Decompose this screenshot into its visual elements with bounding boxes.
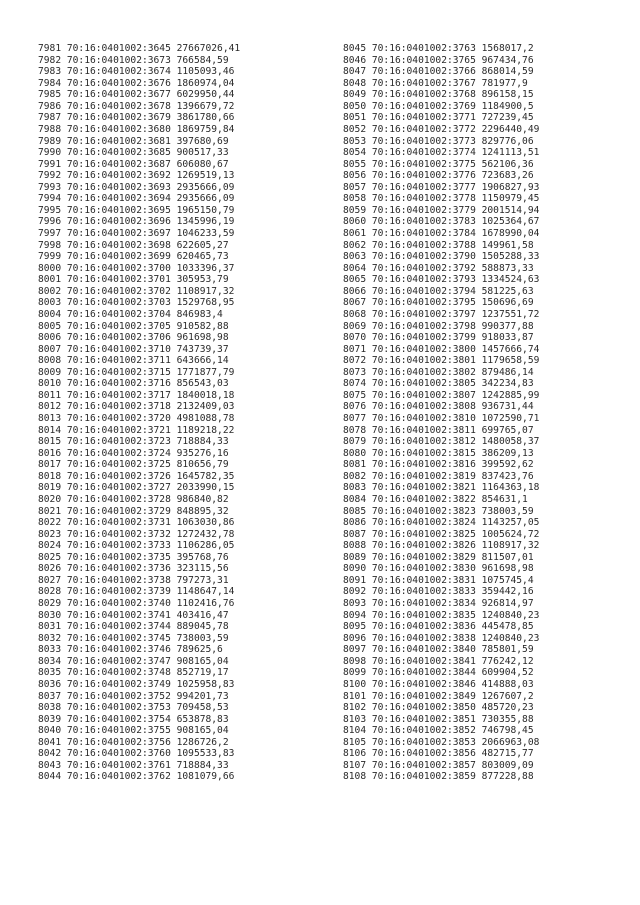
table-row: 8093 70:16:0401002:3834 926814,97	[343, 598, 534, 609]
table-row: 8088 70:16:0401002:3826 1108917,32	[343, 540, 540, 552]
table-row: 8060 70:16:0401002:3783 1025364,67	[343, 216, 540, 228]
table-row: 7990 70:16:0401002:3685 900517,33	[38, 147, 229, 159]
table-row: 8014 70:16:0401002:3721 1189218,22	[38, 424, 235, 436]
table-row: 8005 70:16:0401002:3705 910582,88	[38, 320, 229, 332]
table-row: 8039 70:16:0401002:3754 653878,83	[38, 713, 229, 725]
table-row: 8048 70:16:0401002:3767 781977,9	[343, 77, 528, 89]
table-row: 8026 70:16:0401002:3736 323115,56	[38, 563, 229, 575]
table-row: 8063 70:16:0401002:3790 1505288,33	[343, 251, 540, 263]
table-row: 7993 70:16:0401002:3693 2935666,09	[38, 181, 235, 193]
table-row: 8076 70:16:0401002:3808 936731,44	[343, 401, 534, 413]
table-row: 8034 70:16:0401002:3747 908165,04	[38, 655, 229, 667]
table-row: 8091 70:16:0401002:3831 1075745,4	[343, 574, 534, 586]
table-row: 8099 70:16:0401002:3844 609904,52	[343, 667, 534, 679]
table-row: 8064 70:16:0401002:3792 588873,33	[343, 262, 534, 274]
table-row: 8062 70:16:0401002:3788 149961,58	[343, 239, 534, 251]
table-row: 8089 70:16:0401002:3829 811507,01	[343, 551, 534, 563]
table-row: 8106 70:16:0401002:3856 482715,77	[343, 748, 534, 760]
table-row: 8067 70:16:0401002:3795 150696,69	[343, 297, 534, 309]
left-column	[38, 43, 240, 783]
table-row: 8007 70:16:0401002:3710 743739,37	[38, 343, 229, 355]
table-row: 7992 70:16:0401002:3692 1269519,13	[38, 170, 235, 182]
table-row: 8009 70:16:0401002:3715 1771877,79	[38, 366, 235, 378]
table-row: 7989 70:16:0401002:3681 397680,69	[38, 135, 229, 147]
table-row: 8020 70:16:0401002:3728 986840,82	[38, 493, 229, 505]
table-row: 8037 70:16:0401002:3752 994201,73	[38, 690, 229, 702]
table-row: 7983 70:16:0401002:3674 1105093,46	[38, 66, 235, 78]
table-row: 7984 70:16:0401002:3676 1860974,04	[38, 77, 235, 89]
table-row: 7998 70:16:0401002:3698 622605,27	[38, 239, 229, 251]
table-row: 8038 70:16:0401002:3753 709458,53	[38, 702, 229, 714]
table-row: 8000 70:16:0401002:3700 1033396,37	[38, 262, 235, 274]
table-row: 8031 70:16:0401002:3744 889045,78	[38, 621, 229, 633]
table-row: 8082 70:16:0401002:3819 837423,76	[343, 470, 534, 482]
table-row: 8036 70:16:0401002:3749 1025958,83	[38, 678, 235, 690]
table-row: 8092 70:16:0401002:3833 359442,16	[343, 586, 534, 598]
table-row: 7996 70:16:0401002:3696 1345996,19	[38, 216, 235, 228]
table-row: 8069 70:16:0401002:3798 990377,88	[343, 320, 534, 332]
table-row: 8042 70:16:0401002:3760 1095533,83	[38, 748, 235, 760]
table-row: 8090 70:16:0401002:3830 961698,98	[343, 563, 534, 575]
table-row: 8027 70:16:0401002:3738 797273,31	[38, 574, 229, 586]
table-row: 8107 70:16:0401002:3857 803009,09	[343, 759, 534, 771]
table-row: 8010 70:16:0401002:3716 856543,03	[38, 378, 229, 390]
table-row: 8049 70:16:0401002:3768 896158,15	[343, 89, 534, 101]
table-row: 8079 70:16:0401002:3812 1480058,37	[343, 436, 540, 448]
table-row: 8108 70:16:0401002:3859 877228,88	[343, 771, 534, 783]
table-row: 7999 70:16:0401002:3699 620465,73	[38, 251, 229, 263]
table-row: 8080 70:16:0401002:3815 386209,13	[343, 447, 534, 459]
table-row: 8057 70:16:0401002:3777 1906827,93	[343, 181, 540, 193]
table-row: 8105 70:16:0401002:3853 2066963,08	[343, 736, 540, 748]
table-row: 8066 70:16:0401002:3794 581225,63	[343, 285, 534, 297]
table-row: 8061 70:16:0401002:3784 1678990,04	[343, 228, 540, 239]
table-row: 8059 70:16:0401002:3779 2001514,94	[343, 204, 540, 216]
table-row: 8071 70:16:0401002:3800 1457666,74	[343, 343, 540, 355]
right-column	[343, 43, 539, 783]
table-row: 8018 70:16:0401002:3726 1645782,35	[38, 470, 235, 482]
table-row: 8056 70:16:0401002:3776 723683,26	[343, 170, 534, 182]
table-row: 8087 70:16:0401002:3825 1005624,72	[343, 528, 540, 540]
table-row: 7981 70:16:0401002:3645 27667026,41	[38, 43, 241, 54]
table-row: 8065 70:16:0401002:3793 1334524,63	[343, 274, 540, 286]
table-row: 8078 70:16:0401002:3811 699765,07	[343, 424, 534, 436]
table-row: 7991 70:16:0401002:3687 606080,67	[38, 158, 229, 170]
table-row: 8019 70:16:0401002:3727 2033990,15	[38, 482, 235, 494]
table-row: 8023 70:16:0401002:3732 1272432,78	[38, 528, 235, 540]
table-row: 8045 70:16:0401002:3763 1568017,2	[343, 43, 534, 54]
table-row: 8028 70:16:0401002:3739 1148647,14	[38, 586, 235, 598]
table-row: 7982 70:16:0401002:3673 766584,59	[38, 54, 229, 66]
table-row: 8001 70:16:0401002:3701 305953,79	[38, 274, 229, 286]
table-row: 7988 70:16:0401002:3680 1869759,84	[38, 123, 235, 135]
table-row: 8053 70:16:0401002:3773 829776,06	[343, 135, 534, 147]
table-row: 8075 70:16:0401002:3807 1242885,99	[343, 389, 540, 401]
table-row: 8050 70:16:0401002:3769 1184900,5	[343, 100, 534, 112]
table-row: 8040 70:16:0401002:3755 908165,04	[38, 725, 229, 737]
table-row: 8043 70:16:0401002:3761 718884,33	[38, 759, 229, 771]
table-row: 8104 70:16:0401002:3852 746798,45	[343, 725, 534, 737]
table-row: 8022 70:16:0401002:3731 1063030,86	[38, 517, 235, 529]
table-row: 8102 70:16:0401002:3850 485720,23	[343, 702, 534, 714]
table-row: 8085 70:16:0401002:3823 738003,59	[343, 505, 534, 517]
table-row: 8030 70:16:0401002:3741 403416,47	[38, 609, 229, 621]
table-row: 8033 70:16:0401002:3746 789625,6	[38, 644, 223, 656]
table-row: 8041 70:16:0401002:3756 1286726,2	[38, 736, 229, 748]
table-row: 8101 70:16:0401002:3849 1267607,2	[343, 690, 534, 702]
table-row: 8077 70:16:0401002:3810 1072590,71	[343, 413, 540, 424]
table-row: 8032 70:16:0401002:3745 738003,59	[38, 632, 229, 644]
table-row: 8096 70:16:0401002:3838 1240840,23	[343, 632, 540, 644]
table-row: 8024 70:16:0401002:3733 1106286,05	[38, 540, 235, 552]
table-row: 8017 70:16:0401002:3725 810656,79	[38, 459, 229, 471]
table-row: 8081 70:16:0401002:3816 399592,62	[343, 459, 534, 471]
table-row: 8011 70:16:0401002:3717 1840018,18	[38, 389, 235, 401]
table-row: 8004 70:16:0401002:3704 846983,4	[38, 308, 223, 320]
table-row: 8055 70:16:0401002:3775 562106,36	[343, 158, 534, 170]
table-row: 8025 70:16:0401002:3735 395768,76	[38, 551, 229, 563]
table-row: 8068 70:16:0401002:3797 1237551,72	[343, 308, 540, 320]
table-row: 8095 70:16:0401002:3836 445478,85	[343, 621, 534, 633]
table-row: 7985 70:16:0401002:3677 6029950,44	[38, 89, 235, 101]
table-row: 8052 70:16:0401002:3772 2296440,49	[343, 123, 540, 135]
table-row: 8054 70:16:0401002:3774 1241113,51	[343, 147, 540, 159]
table-row: 8046 70:16:0401002:3765 967434,76	[343, 54, 534, 66]
table-row: 8084 70:16:0401002:3822 854631,1	[343, 493, 528, 505]
table-row: 8074 70:16:0401002:3805 342234,83	[343, 378, 534, 390]
table-row: 8002 70:16:0401002:3702 1108917,32	[38, 285, 235, 297]
table-row: 8044 70:16:0401002:3762 1081079,66	[38, 771, 235, 783]
table-row: 7995 70:16:0401002:3695 1965150,79	[38, 204, 235, 216]
table-row: 7994 70:16:0401002:3694 2935666,09	[38, 193, 235, 205]
table-row: 8006 70:16:0401002:3706 961698,98	[38, 332, 229, 344]
table-row: 8029 70:16:0401002:3740 1102416,76	[38, 598, 235, 609]
table-row: 8086 70:16:0401002:3824 1143257,05	[343, 517, 540, 529]
table-row: 8083 70:16:0401002:3821 1164363,18	[343, 482, 540, 494]
table-row: 8008 70:16:0401002:3711 643666,14	[38, 355, 229, 367]
table-row: 8058 70:16:0401002:3778 1150979,45	[343, 193, 540, 205]
table-row: 8097 70:16:0401002:3840 785801,59	[343, 644, 534, 656]
table-row: 8003 70:16:0401002:3703 1529768,95	[38, 297, 235, 309]
table-row: 7986 70:16:0401002:3678 1396679,72	[38, 100, 235, 112]
table-row: 8016 70:16:0401002:3724 935276,16	[38, 447, 229, 459]
table-row: 8098 70:16:0401002:3841 776242,12	[343, 655, 534, 667]
table-row: 8013 70:16:0401002:3720 4981088,78	[38, 413, 235, 424]
table-row: 8012 70:16:0401002:3718 2132409,03	[38, 401, 235, 413]
table-row: 8047 70:16:0401002:3766 868014,59	[343, 66, 534, 78]
table-row: 8035 70:16:0401002:3748 852719,17	[38, 667, 229, 679]
table-row: 7987 70:16:0401002:3679 3861780,66	[38, 112, 235, 124]
table-row: 8072 70:16:0401002:3801 1179658,59	[343, 355, 540, 367]
table-row: 8103 70:16:0401002:3851 730355,88	[343, 713, 534, 725]
table-row: 8070 70:16:0401002:3799 918033,87	[343, 332, 534, 344]
table-row: 8051 70:16:0401002:3771 727239,45	[343, 112, 534, 124]
table-row: 8015 70:16:0401002:3723 718884,33	[38, 436, 229, 448]
table-row: 8100 70:16:0401002:3846 414888,03	[343, 678, 534, 690]
table-row: 7997 70:16:0401002:3697 1046233,59	[38, 228, 235, 239]
table-row: 8094 70:16:0401002:3835 1240840,23	[343, 609, 540, 621]
table-row: 8073 70:16:0401002:3802 879486,14	[343, 366, 534, 378]
table-row: 8021 70:16:0401002:3729 848895,32	[38, 505, 229, 517]
